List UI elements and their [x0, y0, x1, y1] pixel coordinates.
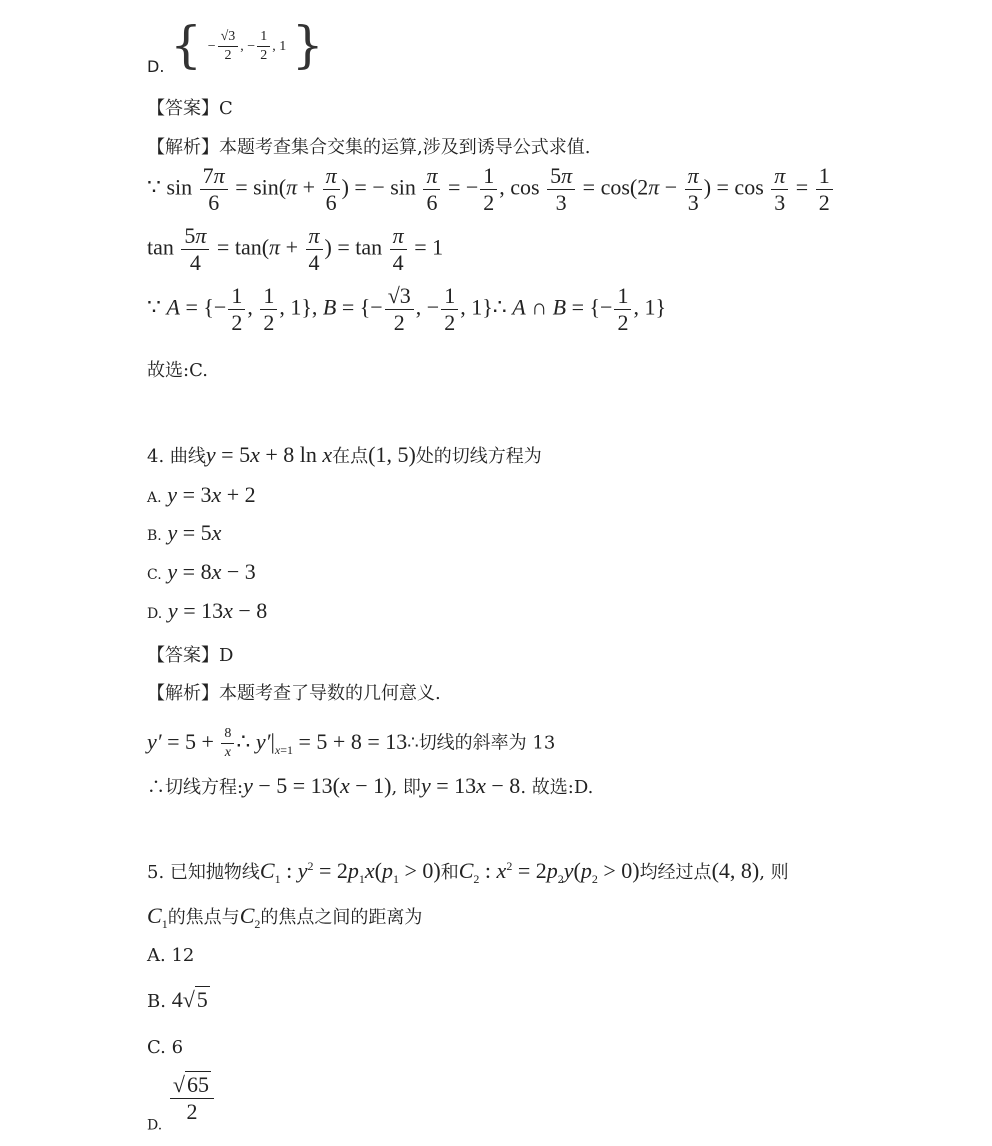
- q5-prompt-pass: 均经过点: [639, 862, 712, 883]
- q4-analysis: [147, 685, 441, 703]
- q3-answer: [147, 100, 233, 118]
- q5-option-d-formula: $\frac{√65}{2}$: [170, 1074, 214, 1123]
- q4-answer-value: D: [219, 645, 234, 666]
- q4-tangent-end: . 故选:D.: [520, 777, 594, 798]
- q4-option-b-label: B.: [147, 528, 162, 544]
- q5-c2-symbol: $C_2$: [239, 903, 261, 931]
- q5-option-d: [147, 1074, 216, 1133]
- q5-c1-symbol: $C_1$: [147, 903, 168, 931]
- q3-option-d: [147, 16, 324, 76]
- q4-tangent-formula-1: y − 5 = 13(x − 1): [243, 773, 392, 798]
- q4-option-a: [147, 484, 256, 506]
- q4-answer: [147, 647, 233, 665]
- q5-option-b-formula: 4√5: [171, 987, 208, 1012]
- q5-prompt-line-1: [147, 860, 789, 885]
- q3-analysis-text: 本题考查集合交集的运算,涉及到诱导公式求值.: [219, 137, 591, 158]
- q3-option-d-brace-left: {: [170, 16, 202, 74]
- q5-option-b: [147, 989, 210, 1011]
- q4-tangent-prefix: 切线方程:: [165, 777, 244, 798]
- q4-curve-formula: y = 5x + 8 ln x: [205, 442, 333, 467]
- q4-prompt-middle: 在点: [332, 446, 369, 467]
- q5-option-b-label: B.: [147, 991, 166, 1012]
- q5-prompt-line-2: [147, 905, 422, 930]
- q3-tan-equation: tan $\frac{5\pi}{4}$ = tan(π + $\frac{\pi}{4}$ ) = tan $\frac{\pi}{4}$ = 1: [147, 223, 444, 275]
- q5-option-a: A. 12: [147, 945, 195, 966]
- q4-derivative: [147, 727, 555, 760]
- q3-sin-cos-equation: ∵ sin $\frac{7\pi}{6}$ = sin(π + $\frac{\pi}{6}$ ) = − sin $\frac{\pi}{6}$ = − $\frac{1}{2}$ , cos $\frac{5\pi}{3}$ = cos(2π − $\frac{\pi}{3}$ ) = cos $\frac{\pi}{3}$ = $\frac{1}{2}$: [147, 165, 835, 214]
- q4-tangent: [147, 775, 593, 797]
- q4-option-b: [147, 522, 221, 544]
- q3-analysis-tag: 【解析】: [147, 137, 219, 158]
- q4-option-c: [147, 561, 256, 583]
- q4-analysis-text: 本题考查了导数的几何意义.: [219, 683, 441, 704]
- q4-derivative-formula: y′ = 5 + $\frac{8}{x}$ ∴ $y'|_{x=1} = 5 + 8 = 13$: [147, 726, 408, 760]
- q3-answer-value: C: [219, 98, 233, 119]
- q4-therefore-icon-2: ∴: [147, 777, 165, 798]
- q4-option-a-formula: y = 3x + 2: [167, 482, 256, 507]
- q3-sets-equation: ∵ A = {− $\frac{1}{2}$ , $\frac{1}{2}$ , 1}, B = {− $\frac{√3}{2}$ , − $\frac{1}{2}$ , 1}∴ A ∩ B = {− $\frac{1}{2}$ , 1}: [147, 283, 667, 335]
- q5-parabola-c1: $C_1$ : $y^2 = 2p_1x(p_1 > 0)$: [259, 858, 441, 886]
- q4-therefore-icon: ∴: [407, 732, 419, 754]
- q4-answer-tag: 【答案】: [147, 645, 219, 666]
- q3-option-d-brace-right: }: [291, 16, 324, 74]
- q5-line2-focus2: 的焦点之间的距离为: [260, 907, 423, 928]
- q5-line2-focus1: 的焦点与: [167, 907, 240, 928]
- q4-slope-text: 切线的斜率为 13: [418, 732, 556, 754]
- q5-parabola-c2: $C_2$ : $x^2 = 2p_2y(p_2 > 0)$: [458, 858, 640, 886]
- q5-prompt-prefix: 5. 已知抛物线: [147, 862, 260, 883]
- q4-option-b-formula: y = 5x: [167, 520, 222, 545]
- q3-option-d-label: D.: [147, 57, 165, 76]
- q3-conclusion: 故选:C.: [147, 360, 208, 381]
- q3-answer-tag: 【答案】: [147, 98, 219, 119]
- q5-prompt-then: , 则: [759, 862, 789, 883]
- q4-option-c-formula: y = 8x − 3: [167, 559, 256, 584]
- q5-point: (4, 8): [711, 858, 760, 883]
- q4-point: (1, 5): [368, 442, 416, 467]
- q3-option-d-set: − $\frac{√3}{2}$ , − $\frac{1}{2}$ , 1: [207, 29, 287, 64]
- q5-option-c: C. 6: [147, 1037, 184, 1058]
- q4-option-d-formula: y = 13x − 8: [167, 598, 268, 623]
- q4-option-c-label: C.: [147, 567, 162, 583]
- q5-option-d-label: D.: [147, 1117, 163, 1134]
- q4-analysis-tag: 【解析】: [147, 683, 219, 704]
- q4-tangent-formula-2: y = 13x − 8: [420, 773, 521, 798]
- q4-option-d: [147, 600, 267, 622]
- q4-prompt-suffix: 处的切线方程为: [415, 446, 542, 467]
- q4-prompt: [147, 444, 542, 466]
- q3-analysis: [147, 139, 590, 157]
- q4-prompt-prefix: 4. 曲线: [147, 446, 206, 467]
- q5-prompt-and: 和: [440, 862, 459, 883]
- q4-option-a-label: A.: [147, 490, 162, 506]
- q4-option-d-label: D.: [147, 606, 163, 622]
- q4-tangent-mid: , 即: [391, 777, 421, 798]
